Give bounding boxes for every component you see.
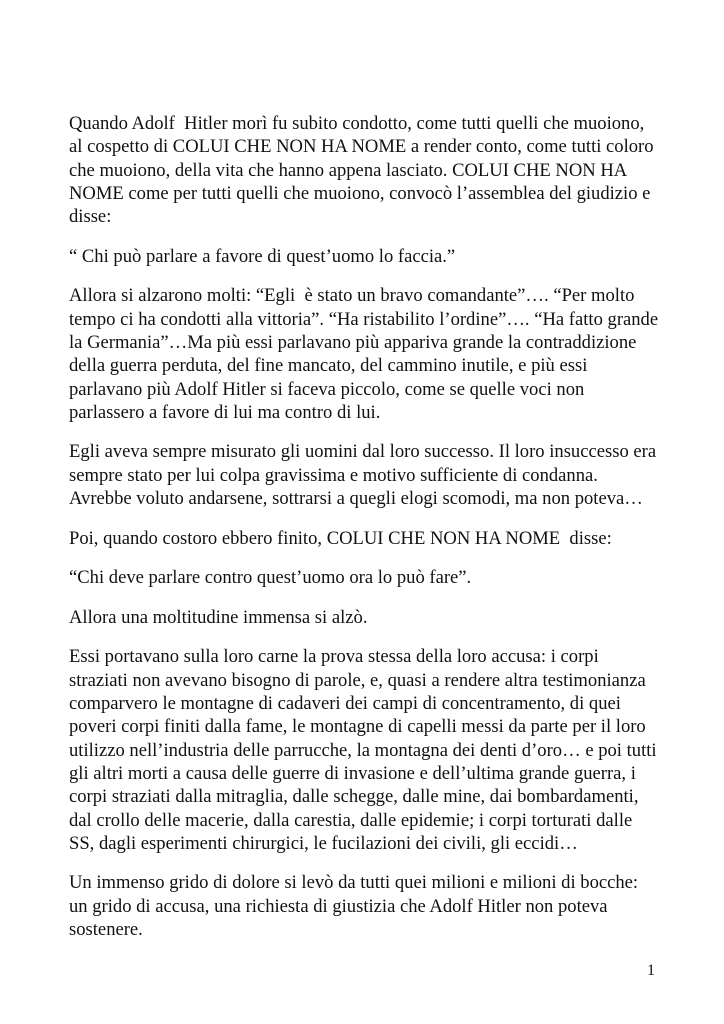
- text-line: la Germania”…Ma più essi parlavano più appariva grande la contraddizione: [69, 331, 637, 353]
- text-line: Un immenso grido di dolore si levò da tutti quei milioni e milioni di bocche:: [69, 872, 639, 894]
- text-line: “ Chi può parlare a favore di quest’uomo lo faccia.”: [69, 245, 456, 267]
- page-number: 1: [647, 962, 655, 979]
- paragraph: [69, 440, 669, 510]
- text-line: parlassero a favore di lui ma contro di lui.: [69, 401, 381, 423]
- paragraph: [69, 112, 669, 228]
- text-line: sostenere.: [69, 918, 143, 940]
- text-line: tempo ci ha condotti alla vittoria”. “Ha ristabilito l’ordine”…. “Ha fatto grande: [69, 308, 659, 330]
- text-line: Allora si alzarono molti: “Egli è stato un bravo comandante”…. “Per molto: [69, 285, 635, 307]
- text-line: NOME come per tutti quelli che muoiono, convocò l’assemblea del giudizio e: [69, 182, 651, 204]
- text-line: Poi, quando costoro ebbero finito, COLUI CHE NON HA NOME disse:: [69, 527, 612, 549]
- text-line: disse:: [69, 206, 112, 228]
- text-line: al cospetto di COLUI CHE NON HA NOME a render conto, come tutti coloro: [69, 136, 654, 158]
- text-line: Quando Adolf Hitler morì fu subito condotto, come tutti quelli che muoiono,: [69, 113, 645, 134]
- text-line: Allora una moltitudine immensa si alzò.: [69, 606, 368, 628]
- text-line: poveri corpi finiti dalla fame, le montagne di capelli messi da parte per il loro: [69, 716, 646, 738]
- text-line: parlavano più Adolf Hitler si faceva piccolo, come se quelle voci non: [69, 378, 585, 400]
- paragraph: [69, 284, 669, 424]
- text-line: comparvero le montagne di cadaveri dei campi di concentramento, di quei: [69, 693, 621, 715]
- text-line: dal crollo delle macerie, dalla carestia, dalle epidemie; i corpi torturati dalle: [69, 809, 633, 831]
- text-line: straziati non avevano bisogno di parole, e, quasi a rendere altra testimonianza: [69, 669, 646, 691]
- text-line: “Chi deve parlare contro quest’uomo ora lo può fare”.: [69, 567, 472, 589]
- text-line: Essi portavano sulla loro carne la prova stessa della loro accusa: i corpi: [69, 646, 599, 668]
- text-line: gli altri morti a causa delle guerre di invasione e dell’ultima grande guerra, i: [69, 762, 636, 784]
- text-line: SS, dagli esperimenti chirurgici, le fucilazioni dei civili, gli eccidi…: [69, 832, 578, 854]
- text-line: corpi straziati dalla mitraglia, dalle schegge, dalle mine, dai bombardamenti,: [69, 786, 639, 808]
- paragraph: [69, 606, 669, 629]
- paragraph: [69, 245, 669, 268]
- paragraph: [69, 871, 669, 941]
- paragraph: [69, 527, 669, 550]
- paragraph: [69, 566, 669, 589]
- text-line: utilizzo nell’industria delle parrucche, la montagna dei denti d’oro… e poi tutti: [69, 739, 657, 761]
- text-line: un grido di accusa, una richiesta di giustizia che Adolf Hitler non poteva: [69, 895, 608, 917]
- text-line: Avrebbe voluto andarsene, sottrarsi a quegli elogi scomodi, ma non poteva…: [69, 488, 643, 510]
- text-line: sempre stato per lui colpa gravissima e motivo sufficiente di condanna.: [69, 464, 598, 486]
- text-line: della guerra perduta, del fine mancato, del cammino inutile, e più essi: [69, 355, 588, 377]
- paragraph: [69, 645, 669, 855]
- text-line: che muoiono, della vita che hanno appena lasciato. COLUI CHE NON HA: [69, 159, 628, 181]
- document-body: [69, 112, 669, 958]
- text-line: Egli aveva sempre misurato gli uomini dal loro successo. Il loro insuccesso era: [69, 441, 657, 463]
